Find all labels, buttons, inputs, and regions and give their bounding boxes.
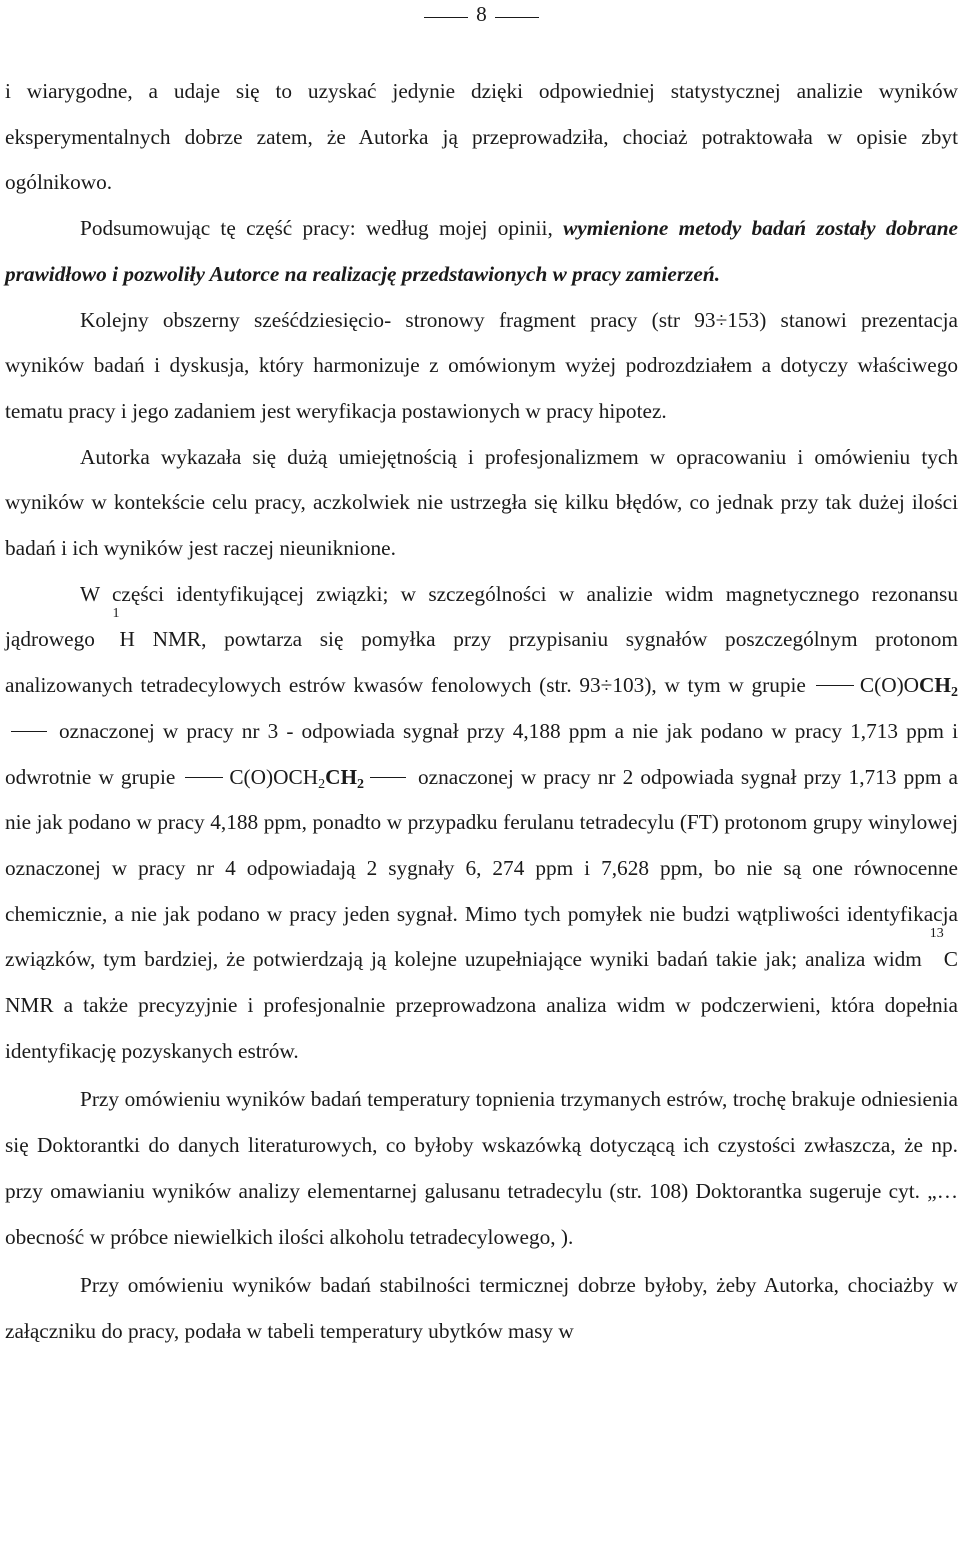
bond-line-1 bbox=[816, 685, 854, 686]
isotope-superscript-1h: 1 bbox=[112, 606, 120, 622]
header-rule-right bbox=[495, 17, 539, 18]
document-page bbox=[5, 0, 958, 1355]
paragraph-5-text-b: H NMR, powtarza się pomyłka przy przypisaniu sygnałów poszczególnym protonom analizowanych tetradecylowych estrów kwasów fenolowych (str. 93÷103), w tym w grupie bbox=[5, 627, 958, 698]
paragraph-2-emphasis: wymienione metody badań zostały dobrane prawidłowo i pozwoliły Autorce na realizację przedstawionych w pracy zamierzeń. bbox=[5, 216, 958, 286]
group-2-subscript-2: 2 bbox=[357, 776, 365, 792]
paragraph-7: Przy omówieniu wyników badań stabilności termicznej dobrze byłoby, żeby Autorka, chociażby w załączniku do pracy, podała w tabeli temperatury ubytków masy w bbox=[5, 1273, 958, 1343]
header-rule-left bbox=[424, 17, 468, 18]
paragraph-5-text-c: oznaczonej w pracy nr 3 - odpowiada sygnał przy 4,188 ppm a nie jak podano w pracy 1,713 ppm i odwrotnie w grupie bbox=[5, 718, 958, 789]
paragraph-1: i wiarygodne, a udaje się to uzyskać jedynie dzięki odpowiedniej statystycznej analizie wyników eksperymentalnych dobrze zatem, że Autorka ją przeprowadziła, chociaż potraktowała w opisie zbyt ogólnikowo. bbox=[5, 79, 958, 195]
bond-line-3 bbox=[185, 777, 223, 778]
paragraph-5-text-d: oznaczonej w pracy nr 2 odpowiada sygnał przy 1,713 ppm a nie jak podano w pracy 4,188 ppm, ponadto w przypadku ferulanu tetradecylu (FT) protonom grupy winylowej oznaczonej w pracy nr 4 odpowiadają 2 sygnały 6, 274 ppm i 7,628 ppm, bo nie są one równocenne chemicznie, a nie jak podano w pracy jeden sygnał. Mimo tych pomyłek nie budzi wątpliwości identyfikacja związków, tym bardziej, że potwierdzają ją kolejne uzupełniające wyniki badań takie jak; analiza widm bbox=[5, 764, 958, 972]
paragraph-2-text: Podsumowując tę część pracy: według mojej opinii, bbox=[80, 216, 553, 241]
bond-line-4 bbox=[370, 777, 406, 778]
chemical-group-1 bbox=[859, 673, 958, 701]
bond-line-2 bbox=[11, 731, 47, 732]
group-1-bold: CH bbox=[919, 673, 951, 698]
page-number: 8 bbox=[476, 2, 487, 26]
paragraph-2 bbox=[5, 206, 958, 297]
group-1-subscript: 2 bbox=[951, 685, 958, 701]
group-2-bold: CH bbox=[325, 764, 358, 789]
chemical-group-2 bbox=[229, 764, 365, 792]
paragraph-4: Autorka wykazała się dużą umiejętnością i profesjonalizmem w opracowaniu i omówieniu tych wyników w kontekście celu pracy, aczkolwiek nie ustrzegła się kilku błędów, co jednak przy tak dużej ilości badań i ich wyników jest raczej nieuniknione. bbox=[5, 444, 958, 561]
paragraph-6: Przy omówieniu wyników badań temperatury topnienia trzymanych estrów, trochę brakuje odniesienia się Doktorantki do danych literaturowych, co byłoby wskazówką dotyczącą ich czystości zwłaszcza, że np. przy omawianiu wyników analizy elementarnej galusanu tetradecylu (str. 108) Doktorantka sugeruje cyt. „…obecność w próbce niewielkich ilości alkoholu tetradecylowego, ). bbox=[5, 1087, 958, 1249]
paragraph-5 bbox=[5, 572, 958, 1075]
paragraph-5-text-a: W części identyfikującej związki; w szczególności w analizie widm magnetycznego rezonansu jądrowego bbox=[5, 581, 958, 652]
paragraph-5-text-e: C NMR a także precyzyjnie i profesjonalnie przeprowadzona analiza widm w podczerwieni, która dopełnia identyfikację pozyskanych estrów. bbox=[5, 947, 958, 1063]
paragraph-3: Kolejny obszerny sześćdziesięcio- stronowy fragment pracy (str 93÷153) stanowi prezentacja wyników badań i dyskusja, który harmonizuje z omówionym wyżej podrozdziałem a dotyczy właściwego tematu pracy i jego zadaniem jest weryfikacja postawionych w pracy hipotez. bbox=[5, 307, 958, 423]
isotope-superscript-13c: 13 bbox=[929, 926, 944, 942]
page-header bbox=[5, 2, 958, 36]
group-1-prefix: C(O)O bbox=[859, 673, 920, 698]
group-2-prefix: C(O)OCH bbox=[229, 764, 319, 789]
group-2-subscript-1: 2 bbox=[318, 776, 326, 792]
